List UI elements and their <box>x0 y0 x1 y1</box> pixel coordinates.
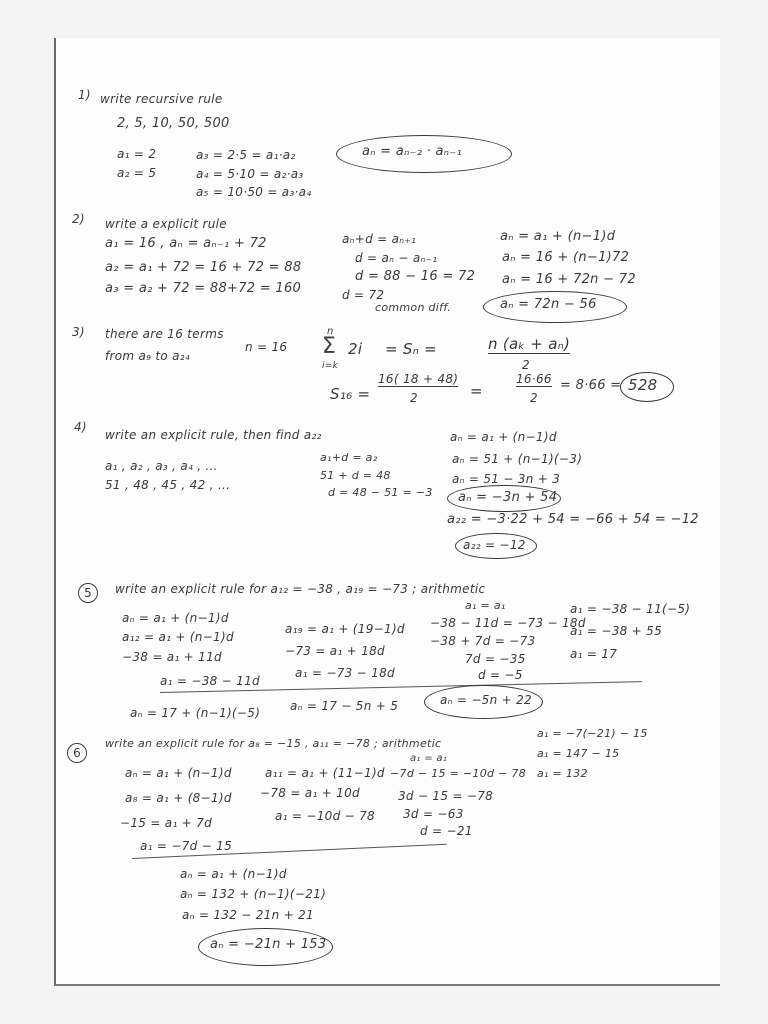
problem-number: 6 <box>67 743 87 763</box>
problem-title: write an explicit rule for a₁₂ = −38 , a₁₉ = −73 ; arithmetic <box>115 582 486 596</box>
problem-number: 4) <box>74 420 87 434</box>
work-line: −38 = a₁ + 11d <box>122 650 222 664</box>
work-line: a₁₉ = a₁ + (19−1)d <box>285 622 405 636</box>
work-line: a₁₁ = a₁ + (11−1)d <box>265 766 385 780</box>
work-line: a₁ = −10d − 78 <box>275 809 375 823</box>
work-line: a₁ = −7d − 15 <box>140 839 233 853</box>
answer: aₙ = aₙ₋₂ · aₙ₋₁ <box>362 144 462 159</box>
work-line: 51 + d = 48 <box>320 469 391 482</box>
answer: aₙ = −21n + 153 <box>210 937 327 952</box>
answer: 528 <box>628 376 658 394</box>
work-line: a₁ = −38 + 55 <box>570 624 663 638</box>
work-line: aₙ = 51 + (n−1)(−3) <box>452 452 583 466</box>
work-line: −15 = a₁ + 7d <box>120 816 213 830</box>
work-line: d = 88 − 16 = 72 <box>355 269 476 284</box>
fraction-numerator: n (aₖ + aₙ) <box>488 335 571 353</box>
work-line: d = −5 <box>478 668 523 682</box>
problem-number: 2) <box>72 212 85 226</box>
work-line: aₙ = a₁ + (n−1)d <box>122 611 229 625</box>
work-line: 51 , 48 , 45 , 42 , ... <box>105 478 231 492</box>
problem-number: 1) <box>78 88 91 102</box>
work-line: aₙ = a₁ + (n−1)d <box>450 430 557 444</box>
work-line: S₁₆ = <box>330 385 371 403</box>
work-line: aₙ = 16 + 72n − 72 <box>502 272 636 287</box>
work-line: a₁₂ = a₁ + (n−1)d <box>122 630 234 644</box>
work-line: d = −21 <box>420 824 473 838</box>
sequence: 2, 5, 10, 50, 500 <box>117 116 230 131</box>
work-line: −78 = a₁ + 10d <box>260 786 360 800</box>
work-line: a₁ = −38 − 11d <box>160 674 260 688</box>
equals: = <box>470 382 483 400</box>
sigma-symbol: Σ <box>322 334 337 359</box>
work-line: aₙ = 132 + (n−1)(−21) <box>180 887 327 901</box>
work-line: a₁ = 17 <box>570 647 618 661</box>
work-line: common diff. <box>375 301 452 314</box>
sigma-term: 2i <box>348 340 363 358</box>
work-line: −38 − 11d = −73 − 18d <box>430 616 586 630</box>
fraction-denominator: 2 <box>530 391 538 405</box>
work-line: a₂ = 5 <box>117 166 157 180</box>
work-line: 3d = −63 <box>403 807 464 821</box>
answer: aₙ = 72n − 56 <box>500 297 597 312</box>
work-line: aₙ+d = aₙ₊₁ <box>342 232 417 246</box>
work-line: a₁ = −38 − 11(−5) <box>570 602 691 616</box>
problem-title: write recursive rule <box>100 92 223 106</box>
work-line: aₙ = 132 − 21n + 21 <box>182 908 314 922</box>
work-line: aₙ = a₁ + (n−1)d <box>180 867 287 881</box>
work-line: d = 48 − 51 = −3 <box>328 486 433 499</box>
work-line: a₃ = 2·5 = a₁·a₂ <box>196 148 296 162</box>
work-line: −7d − 15 = −10d − 78 <box>390 767 527 780</box>
sigma-upper: n <box>327 326 334 337</box>
work-line: aₙ = 51 − 3n + 3 <box>452 472 561 486</box>
problem-number: 3) <box>72 325 85 339</box>
problem-title: write an explicit rule, then find a₂₂ <box>105 428 322 442</box>
problem-title: write an explicit rule for a₈ = −15 , a₁₁ = −78 ; arithmetic <box>105 737 442 750</box>
fraction-denominator: 2 <box>410 391 418 405</box>
work-line: a₁+d = a₂ <box>320 451 378 464</box>
work-line: n = 16 <box>245 340 288 354</box>
work-line: a₁ , a₂ , a₃ , a₄ , ... <box>105 459 218 473</box>
work-line: d = aₙ − aₙ₋₁ <box>355 251 438 265</box>
work-line: a₁ = a₁ <box>410 753 448 764</box>
work-line: aₙ = a₁ + (n−1)d <box>125 766 232 780</box>
problem-number: 5 <box>78 583 98 603</box>
work-line: a₁ = 2 <box>117 147 157 161</box>
work-line: a₂₂ = −3·22 + 54 = −66 + 54 = −12 <box>447 512 699 527</box>
fraction-denominator: 2 <box>522 358 530 372</box>
answer: a₂₂ = −12 <box>463 538 526 552</box>
work-line: a₃ = a₂ + 72 = 88+72 = 160 <box>105 281 302 296</box>
work-line: aₙ = a₁ + (n−1)d <box>500 229 616 244</box>
work-line: aₙ = 16 + (n−1)72 <box>502 250 630 265</box>
work-line: 7d = −35 <box>465 652 526 666</box>
work-line: d = 72 <box>342 288 385 302</box>
fraction-numerator: 16·66 <box>516 372 552 386</box>
work-line: a₁ = 16 , aₙ = aₙ₋₁ + 72 <box>105 236 267 251</box>
sum-symbol: = Sₙ = <box>385 340 437 358</box>
work-line: a₁ = 147 − 15 <box>537 747 620 760</box>
work-line: a₄ = 5·10 = a₂·a₃ <box>196 167 304 181</box>
work-line: a₁ = −7(−21) − 15 <box>537 727 648 740</box>
work-line: a₁ = 132 <box>537 767 588 780</box>
work-line: 3d − 15 = −78 <box>398 789 494 803</box>
work-line: −73 = a₁ + 18d <box>285 644 385 658</box>
problem-title: write a explicit rule <box>105 217 227 231</box>
work-line: there are 16 terms <box>105 327 224 341</box>
work-line: a₁ = a₁ <box>465 599 506 612</box>
work-line: = 8·66 = <box>560 378 622 393</box>
work-line: aₙ = 17 + (n−1)(−5) <box>130 706 261 720</box>
work-line: a₅ = 10·50 = a₃·a₄ <box>196 185 312 199</box>
work-line: a₂ = a₁ + 72 = 16 + 72 = 88 <box>105 260 302 275</box>
work-line: −38 + 7d = −73 <box>430 634 536 648</box>
work-line: aₙ = 17 − 5n + 5 <box>290 699 399 713</box>
fraction-numerator: 16( 18 + 48) <box>378 372 459 386</box>
answer: aₙ = −5n + 22 <box>440 693 532 707</box>
work-line: from a₉ to a₂₄ <box>105 349 191 363</box>
sigma-lower: i=k <box>322 361 339 371</box>
work-line: a₁ = −73 − 18d <box>295 666 395 680</box>
answer: aₙ = −3n + 54 <box>458 490 558 505</box>
work-line: a₈ = a₁ + (8−1)d <box>125 791 232 805</box>
